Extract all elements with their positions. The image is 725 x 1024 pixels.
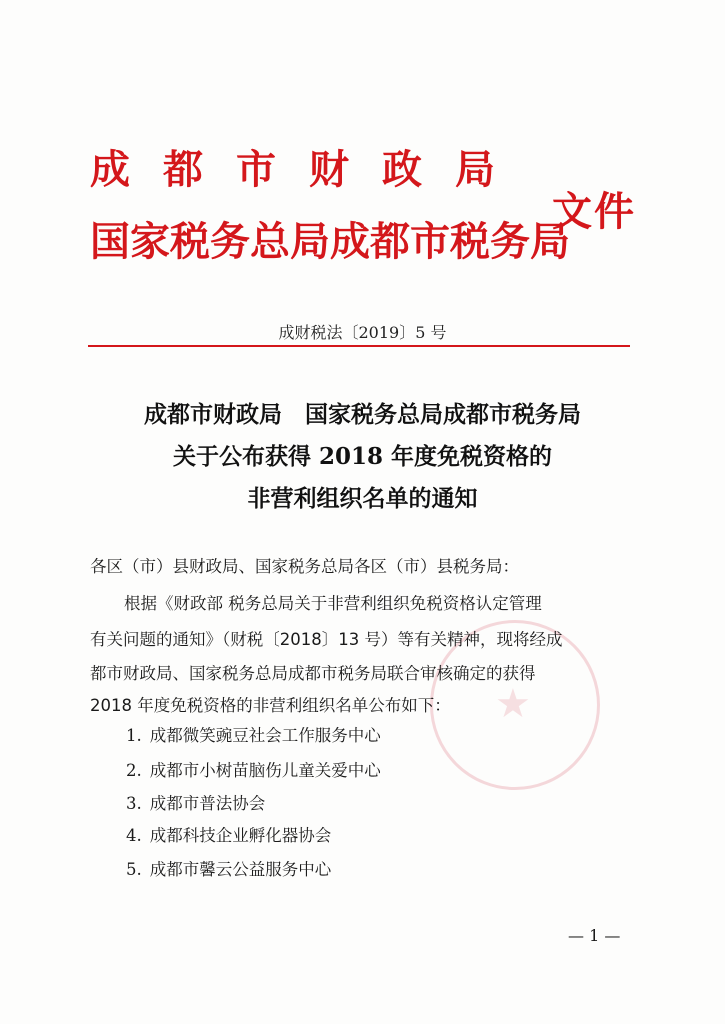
list-item-name: 成都市小树苗脑伤儿童关爱中心 — [149, 761, 381, 780]
list-item-name: 成都科技企业孵化器协会 — [149, 826, 332, 845]
paragraph-line: 都市财政局、国家税务总局成都市税务局联合审核确定的获得 — [90, 664, 536, 683]
list-item-name: 成都微笑豌豆社会工作服务中心 — [149, 726, 381, 745]
list-item-name: 成都市馨云公益服务中心 — [149, 860, 332, 879]
seal-star-icon: ★ — [495, 681, 531, 727]
list-item-number: 5. — [126, 860, 142, 879]
document-title-line-1: 成都市财政局 国家税务总局成都市税务局 — [144, 401, 581, 428]
list-item-number: 2. — [126, 761, 142, 780]
salutation: 各区（市）县财政局、国家税务总局各区（市）县税务局： — [90, 557, 519, 576]
list-item — [126, 822, 331, 846]
list-item-number: 4. — [126, 826, 142, 845]
list-item-number: 1. — [126, 726, 142, 745]
list-item — [126, 790, 265, 814]
list-item — [126, 856, 331, 880]
list-item-number: 3. — [126, 794, 142, 813]
document-title-line-3: 非营利组织名单的通知 — [247, 485, 478, 512]
document-type-label: 文件 — [552, 188, 636, 235]
document-title-line-2: 关于公布获得 2018 年度免税资格的 — [172, 443, 553, 470]
page-number: — 1 — — [568, 926, 621, 945]
header-divider — [88, 345, 630, 347]
paragraph-line: 2018 年度免税资格的非营利组织名单公布如下： — [90, 696, 451, 715]
list-item — [126, 757, 381, 781]
paragraph-line: 根据《财政部 税务总局关于非营利组织免税资格认定管理 — [124, 594, 542, 613]
document-number: 成财税法〔2019〕5 号 — [278, 323, 447, 342]
list-item-name: 成都市普法协会 — [149, 794, 266, 813]
issuer-name-finance-bureau: 成都市财政局 — [90, 146, 528, 193]
paragraph-line: 有关问题的通知》（财税〔2018〕13 号）等有关精神，现将经成 — [90, 630, 563, 649]
issuer-name-tax-bureau: 国家税务总局成都市税务局 — [90, 218, 570, 265]
list-item — [126, 722, 381, 746]
